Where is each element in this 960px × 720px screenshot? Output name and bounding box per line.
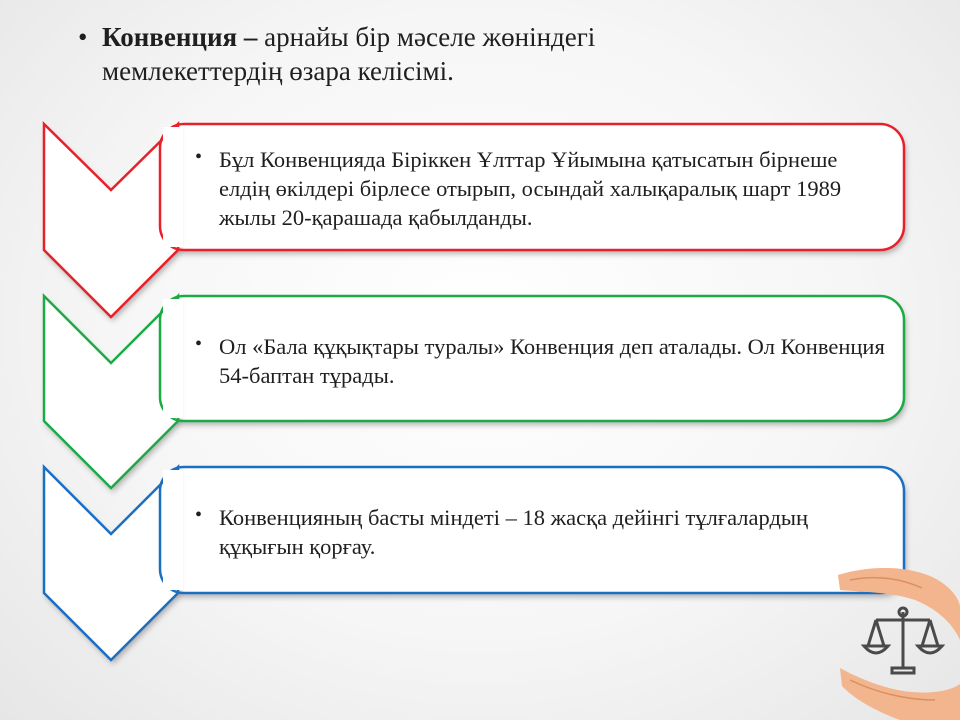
item-3-join-mask: [163, 470, 183, 590]
item-3-text: Конвенцияның басты міндеті – 18 жасқа дейінгі тұлғалардың құқығын қорғау.: [219, 505, 809, 559]
item-1-bullet: •: [195, 146, 203, 168]
scales-of-justice-in-hands-icon: [838, 568, 960, 720]
item-2-text-block: [195, 332, 885, 390]
item-3-bullet: •: [195, 504, 203, 526]
bottom-hand-shape: [840, 668, 960, 720]
title-bullet: •: [78, 22, 88, 52]
item-3-chevron: [44, 467, 178, 660]
item-2-join-mask: [163, 299, 183, 418]
item-2-chevron: [44, 296, 178, 488]
title-definition-line2: мемлекеттердің өзара келісімі.: [102, 56, 454, 86]
title-term: Конвенция: [102, 22, 238, 52]
item-1-chevron: [44, 124, 178, 317]
item-3-text-block: [195, 503, 885, 561]
title-dash: –: [237, 22, 265, 52]
scales-icon: [864, 608, 942, 673]
item-1-text: Бұл Конвенцияда Біріккен Ұлттар Ұйымына қатысатын бірнеше елдің өкілдері бірлесе отырып, осындай халықаралық шарт 1989 жылы 20-қарашада қабылданды.: [219, 147, 842, 230]
item-2-bullet: •: [195, 333, 203, 355]
item-1-text-block: [195, 145, 885, 232]
item-1-join-mask: [163, 127, 183, 247]
item-2-text: Ол «Бала құқықтары туралы» Конвенция деп аталады. Ол Конвенция 54-баптан тұрады.: [219, 334, 885, 388]
title-definition-line1: арнайы бір мәселе жөніндегі: [264, 22, 596, 52]
